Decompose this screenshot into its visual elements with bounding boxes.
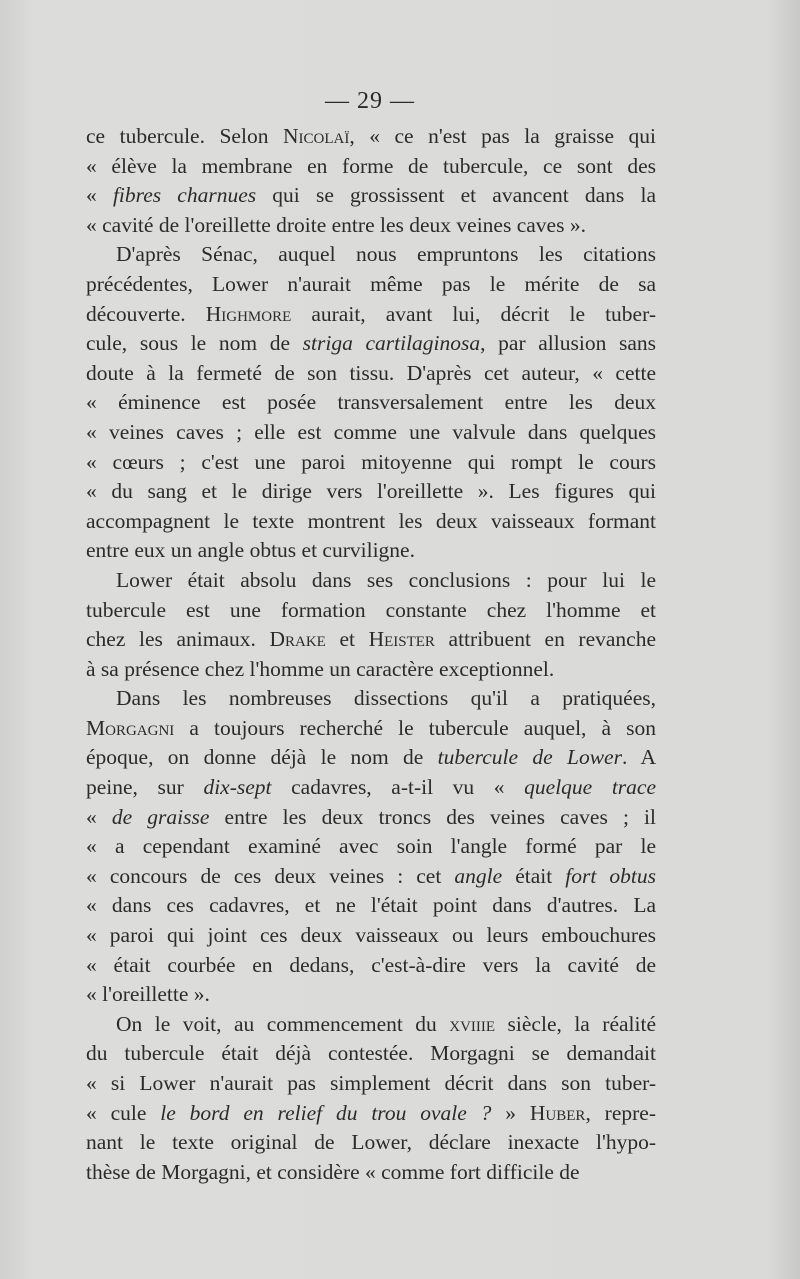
text-line	[86, 743, 656, 773]
text-run: . A	[621, 745, 656, 770]
text-run: était	[502, 863, 566, 888]
text-line	[86, 714, 656, 744]
text-run: attribuent en revanche	[434, 627, 657, 652]
text-line	[86, 1099, 656, 1129]
text-run: « éminence est posée transversalement entre les deux	[86, 390, 656, 415]
text-line	[86, 566, 656, 596]
text-line	[86, 596, 656, 626]
text-line	[86, 359, 656, 389]
text-line	[86, 1010, 656, 1040]
text-run: accompagnent le texte montrent les deux vaisseaux formant	[86, 508, 656, 533]
text-line	[86, 625, 656, 655]
text-line	[86, 329, 656, 359]
text-run: « veines caves ; elle est comme une valvule dans quelques	[86, 419, 656, 444]
text-run: , « ce n'est pas la graisse qui	[349, 124, 656, 148]
italic-run: de graisse	[111, 804, 210, 829]
text-line	[86, 980, 656, 1010]
text-line	[86, 181, 656, 211]
text-run: , repre-	[585, 1100, 656, 1125]
text-run: « élève la membrane en forme de tubercule, ce sont des	[86, 153, 656, 178]
text-line	[86, 921, 656, 951]
text-run: ce tubercule. Selon	[86, 124, 283, 148]
italic-run: le bord en relief du trou ovale ?	[160, 1100, 492, 1125]
text-run: « dans ces cadavres, et ne l'était point dans d'autres. La	[86, 893, 656, 918]
italic-run: angle	[454, 863, 503, 888]
text-run: chez les animaux.	[86, 627, 270, 652]
text-line	[86, 418, 656, 448]
text-run: , par allusion sans	[480, 331, 657, 356]
text-line	[86, 862, 656, 892]
text-run: et	[325, 627, 369, 652]
body-text	[86, 122, 656, 1187]
text-run: nant le texte original de Lower, déclare inexacte l'hypo-	[86, 1130, 656, 1155]
text-line	[86, 684, 656, 714]
text-run: cule, sous le nom de	[86, 331, 303, 356]
text-run: Lower était absolu dans ses conclusions : pour lui le	[116, 567, 656, 592]
text-run: « cœurs ; c'est une paroi mitoyenne qui rompt le cours	[86, 449, 656, 474]
text-run: cadavres, a-t-il vu «	[271, 775, 525, 800]
text-line	[86, 1069, 656, 1099]
text-run: « si Lower n'aurait pas simplement décrit dans son tuber-	[86, 1071, 656, 1095]
text-line	[86, 122, 656, 152]
small-caps-run: Highmore	[205, 301, 292, 326]
text-run: «	[86, 804, 112, 829]
small-caps-run: Heister	[368, 627, 435, 652]
text-line	[86, 300, 656, 330]
italic-run: fort obtus	[565, 863, 656, 888]
paragraph	[86, 684, 656, 1010]
text-line	[86, 803, 656, 833]
text-line	[86, 951, 656, 981]
italic-run: quelque trace	[524, 775, 656, 800]
italic-run: fibres charnues	[112, 183, 257, 208]
text-run: « cavité de l'oreillette droite entre les deux veines caves ».	[86, 212, 586, 237]
text-run: « paroi qui joint ces deux vaisseaux ou leurs embouchures	[86, 923, 656, 948]
text-run: »	[491, 1100, 530, 1125]
small-caps-run: Huber	[529, 1100, 586, 1125]
text-run: époque, on donne déjà le nom de	[86, 745, 438, 770]
text-run: D'après Sénac, auquel nous empruntons les citations	[116, 242, 656, 267]
text-run: tubercule est une formation constante chez l'homme et	[86, 597, 656, 622]
text-run: précédentes, Lower n'aurait même pas le mérite de sa	[86, 271, 656, 296]
paragraph	[86, 122, 656, 240]
text-line	[86, 891, 656, 921]
text-line	[86, 1158, 656, 1188]
paragraph	[86, 240, 656, 566]
text-run: « du sang et le dirige vers l'oreillette ». Les figures qui	[86, 479, 656, 504]
text-run: a toujours recherché le tubercule auquel, à son	[174, 715, 656, 740]
italic-run: striga cartilaginosa	[302, 331, 481, 356]
text-line	[86, 507, 656, 537]
text-run: « était courbée en dedans, c'est-à-dire vers la cavité de	[86, 952, 656, 977]
text-line	[86, 1128, 656, 1158]
text-run: peine, sur	[86, 775, 204, 800]
small-caps-run: xviiie	[449, 1011, 496, 1036]
small-caps-run: Nicolaï	[282, 124, 350, 148]
text-line	[86, 240, 656, 270]
text-run: découverte.	[86, 301, 206, 326]
text-run: aurait, avant lui, décrit le tuber-	[291, 301, 656, 326]
text-run: On le voit, au commencement du	[116, 1011, 450, 1036]
text-run: entre les deux troncs des veines caves ; il	[209, 804, 656, 829]
text-line	[86, 1039, 656, 1069]
text-run: entre eux un angle obtus et curviligne.	[86, 538, 415, 563]
text-run: qui se grossissent et avancent dans la	[256, 183, 656, 208]
text-line	[86, 832, 656, 862]
text-line	[86, 536, 656, 566]
text-run: « a cependant examiné avec soin l'angle formé par le	[86, 834, 656, 859]
text-run: thèse de Morgagni, et considère « comme fort difficile de	[86, 1159, 580, 1184]
text-line	[86, 270, 656, 300]
text-run: « l'oreillette ».	[86, 982, 210, 1007]
paragraph	[86, 566, 656, 684]
small-caps-run: Drake	[269, 627, 326, 652]
small-caps-run: Morgagni	[86, 715, 175, 740]
text-line	[86, 773, 656, 803]
text-line	[86, 388, 656, 418]
text-run: du tubercule était déjà contestée. Morgagni se demandait	[86, 1041, 656, 1066]
text-run: «	[86, 183, 113, 208]
text-line	[86, 477, 656, 507]
text-run: « concours de ces deux veines : cet	[86, 863, 455, 888]
text-line	[86, 448, 656, 478]
text-run: à sa présence chez l'homme un caractère exceptionnel.	[86, 656, 555, 681]
italic-run: tubercule de Lower	[437, 745, 622, 770]
text-line	[86, 655, 656, 685]
paragraph	[86, 1010, 656, 1188]
text-run: siècle, la réalité	[495, 1011, 657, 1036]
text-run: Dans les nombreuses dissections qu'il a pratiquées,	[116, 686, 656, 711]
page-number: — 29 —	[325, 88, 415, 114]
text-run: doute à la fermeté de son tissu. D'après cet auteur, « cette	[86, 360, 656, 385]
italic-run: dix-sept	[203, 775, 272, 800]
text-line	[86, 211, 656, 241]
text-run: « cule	[86, 1100, 161, 1125]
text-line	[86, 152, 656, 182]
